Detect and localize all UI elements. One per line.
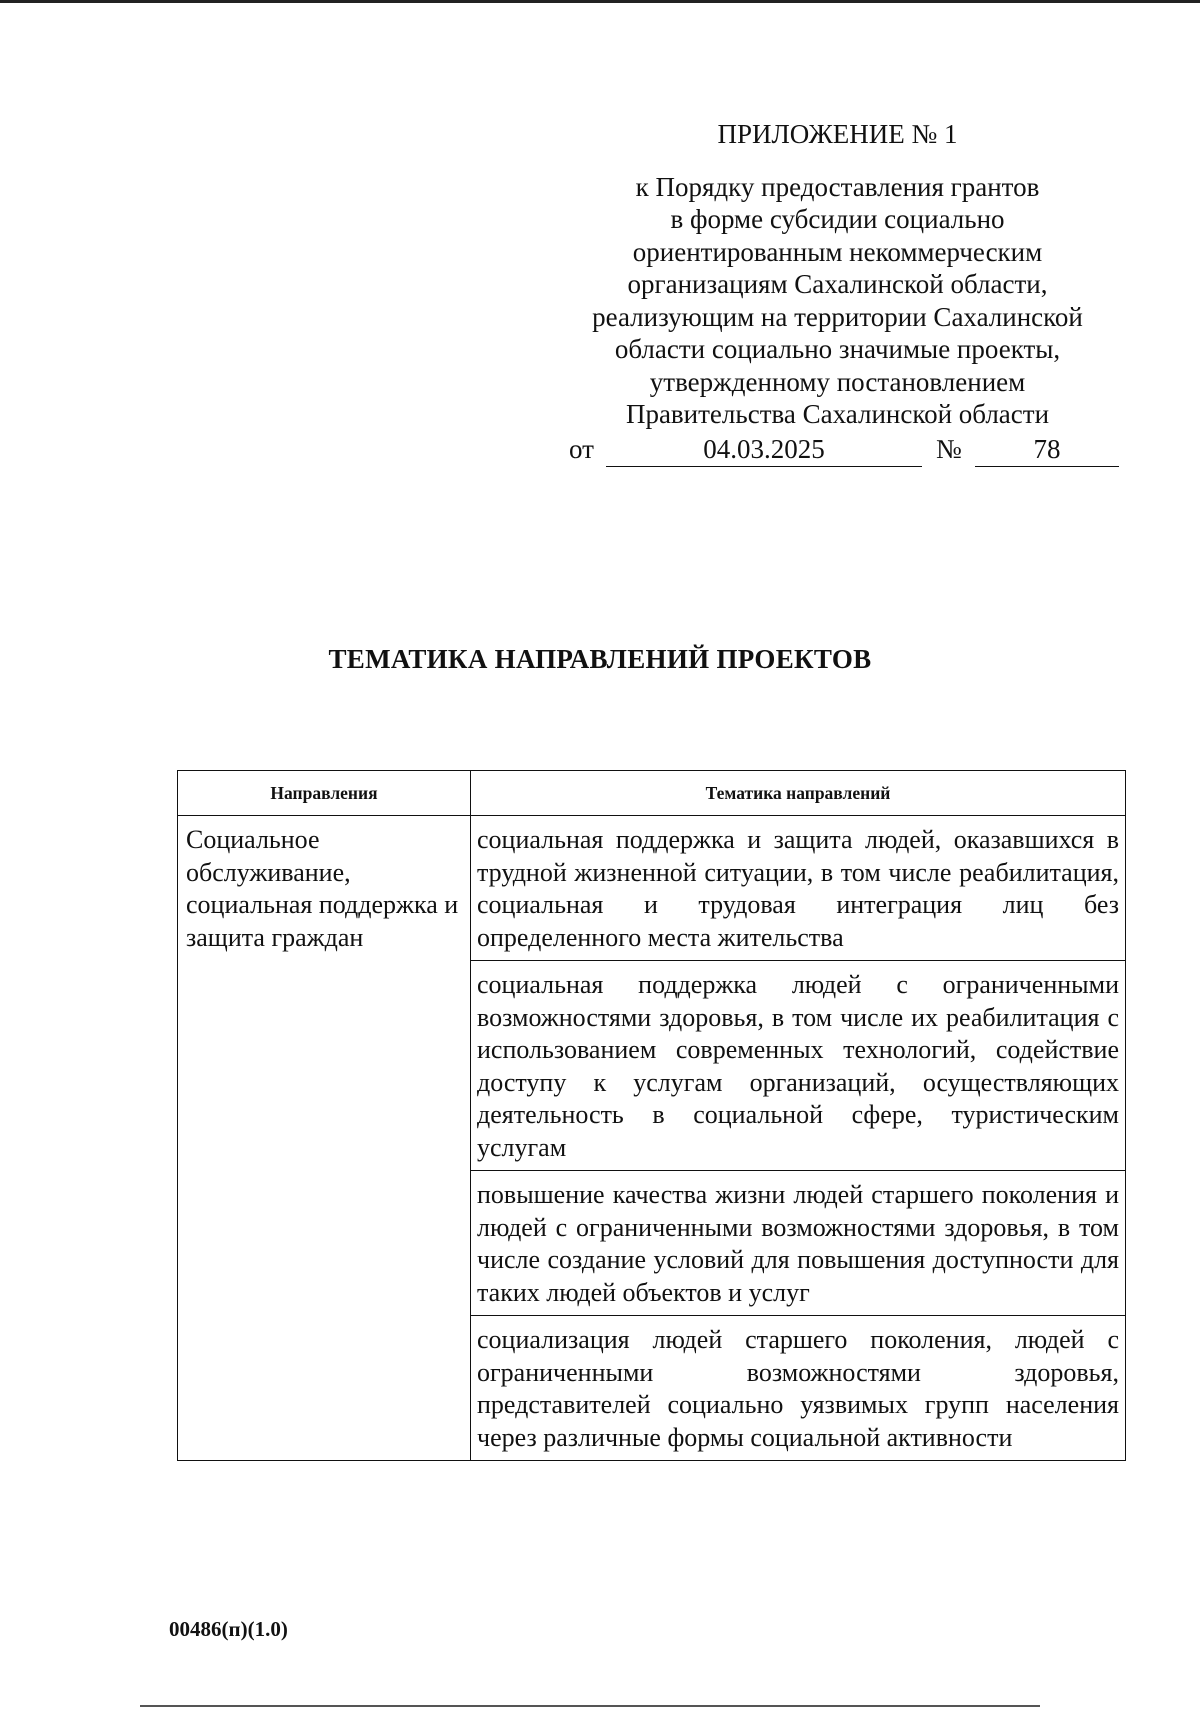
table-row [178,816,1126,961]
scan-top-border [0,0,1200,3]
resolution-date-number [569,434,1120,468]
theme-cell: социализация людей старшего поколения, людей с ограниченными возможностями здоровья, представителей социально уязвимых групп населения через различные формы социальной активности [471,1316,1126,1461]
theme-cell: повышение качества жизни людей старшего поколения и людей с ограниченными возможностями здоровья, в том числе создание условий для повышения доступности для таких людей объектов и услуг [471,1171,1126,1316]
column-header-themes: Тематика направлений [471,771,1126,816]
document-code: 00486(п)(1.0) [169,1617,288,1641]
appendix-line: в форме субсидии социально [670,204,1005,234]
column-header-directions: Направления [178,771,471,816]
appendix-title: ПРИЛОЖЕНИЕ № 1 [717,119,958,149]
topics-table [177,770,1126,1461]
from-label: от [569,434,594,464]
appendix-line: реализующим на территории Сахалинской [592,301,1083,332]
appendix-line: области социально значимые проекты, [614,334,1061,364]
direction-cell: Социальное обслуживание, социальная поддержка и защита граждан [178,816,471,1461]
appendix-header [560,118,1115,431]
appendix-line: к Порядку предоставления грантов [635,171,1040,202]
number-label: № [936,434,962,464]
document-title: ТЕМАТИКА НАПРАВЛЕНИЙ ПРОЕКТОВ [328,644,872,674]
appendix-line: ориентированным некоммерческим [632,236,1043,267]
appendix-line: Правительства Сахалинской области [625,399,1050,429]
theme-cell: социальная поддержка и защита людей, оказавшихся в трудной жизненной ситуации, в том числе реабилитация, социальная и трудовая интеграция лиц без определенного места жительства [471,816,1126,961]
appendix-line: организациям Сахалинской области, [627,269,1048,299]
scan-bottom-border [140,1705,1040,1707]
appendix-description [560,171,1115,431]
resolution-date: 04.03.2025 [606,434,922,467]
table-header-row [178,771,1126,816]
resolution-number: 78 [975,434,1119,467]
appendix-line: утвержденному постановлением [649,366,1026,397]
theme-cell: социальная поддержка людей с ограниченными возможностями здоровья, в том числе их реабилитация с использованием современных технологий, содействие доступу к услугам организаций, осуществляющих деятельность в социальной сфере, туристическим услугам [471,961,1126,1171]
